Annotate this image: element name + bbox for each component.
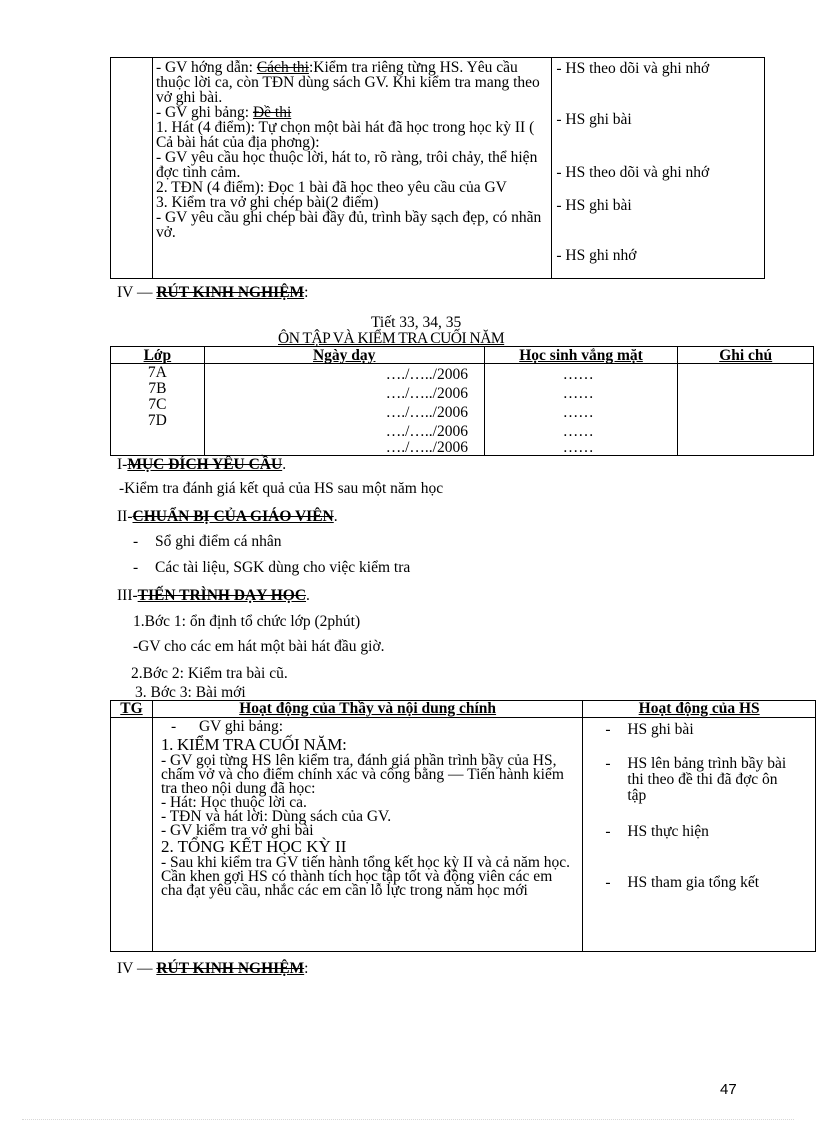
date-list: …./…../2006 …./…../2006 …./…../2006 …./…../2006 …./…../2006: [204, 364, 484, 456]
student-content: - HS ghi bài - HS lên bảng trình bầy bài thi theo đề thi đã đợc ôn tập - HS thực hiện - HS tham gia tổng kết: [583, 718, 816, 952]
header-note: Ghi chú: [678, 347, 814, 364]
header-tg: TG: [111, 701, 153, 718]
header-student: Hoạt động của HS: [583, 701, 816, 718]
teacher-activity-cell: - GV hớng dẫn: Cách thi:Kiểm tra riêng từng HS. Yêu cầu thuộc lời ca, còn TĐN dùng sách GV. Khi kiểm tra mang theo vở ghi bài. - GV ghi bảng: Đề thi 1. Hát (4 điểm): Tự chọn một bài hát đã học trong học kỳ II ( Cả bài hát của địa phơng): - GV yêu cầu học thuộc lời, hát to, rõ ràng, trôi chảy, thể hiện đợc tình cảm. 2. TĐN (4 điểm): Đọc 1 bài đã học theo yêu cầu của GV 3. Kiểm tra vở ghi chép bài(2 điểm) - GV yêu cầu ghi chép bài đầy đủ, trình bầy sạch đẹp, có nhãn vở.: [152, 58, 551, 279]
class-list: 7A 7B 7C 7D: [111, 364, 205, 456]
attendance-table: [110, 346, 814, 456]
section-1-heading: I-MỤC ĐÍCH YÊU CẦU.: [117, 456, 287, 473]
header-absent: Học sinh vắng mặt: [484, 347, 678, 364]
teacher-content: - GV ghi bảng: 1. KIỂM TRA CUỐI NĂM: - GV gọi từng HS lên kiểm tra, đánh giá phần trình bầy của HS, chấm vở và cho điểm chính xác và công bằng — Tiến hành kiểm tra theo nội dung đã học: - Hát: Học thuộc lời ca. - TĐN và hát lời: Dùng sách của GV. - GV kiểm tra vở ghi bài 2. TỔNG KẾT HỌC KỲ II - Sau khi kiểm tra GV tiến hành tổng kết học kỳ II và cả năm học. Cần khen gợi HS có thành tích học tập tốt và động viên các em cha đạt yêu cầu, nhắc các em cần lỗ lực trong năm học mới: [152, 718, 582, 952]
lesson-number: Tiết 33, 34, 35: [371, 314, 462, 331]
step-1: 1.Bớc 1: ổn định tổ chức lớp (2phút): [133, 613, 361, 630]
lesson-title: ÔN TẬP VÀ KIỂM TRA CUỐI NĂM: [278, 330, 505, 347]
step-2: 2.Bớc 2: Kiểm tra bài cũ.: [131, 665, 288, 682]
section-1-text: -Kiểm tra đánh giá kết quả của HS sau một năm học: [119, 480, 444, 497]
student-activity-cell: - HS theo dõi và ghi nhớ - HS ghi bài - HS theo dõi và ghi nhớ - HS ghi bài - HS ghi nhớ: [552, 58, 765, 279]
step-3: 3. Bớc 3: Bài mới: [135, 684, 246, 701]
absent-list: …… …… …… …… ……: [484, 364, 678, 456]
summary-heading: 2. TỔNG KẾT HỌC KỲ II: [160, 837, 347, 856]
page-footer-divider: [22, 1119, 794, 1120]
rut-kinh-nghiem-heading-2: IV — RÚT KINH NGHIỆM:: [117, 960, 309, 977]
tg-cell: [111, 58, 153, 279]
page-number: 47: [720, 1081, 737, 1098]
section-2-item: - Sổ ghi điểm cá nhân: [133, 533, 282, 550]
section-3-heading: III-TIẾN TRÌNH DẠY HỌC.: [117, 587, 310, 604]
tg-cell: [111, 718, 153, 952]
note-cell: [678, 364, 814, 456]
final-exam-table: [110, 700, 816, 952]
header-teacher: Hoạt động của Thầy và nội dung chính: [152, 701, 582, 718]
header-date: Ngày dạy: [204, 347, 484, 364]
lesson-activity-table: [110, 57, 765, 279]
rut-kinh-nghiem-heading: IV — RÚT KINH NGHIỆM:: [117, 284, 309, 301]
section-2-item: - Các tài liệu, SGK dùng cho việc kiểm tra: [133, 559, 411, 576]
section-2-heading: II-CHUẨN BỊ CỦA GIÁO VIÊN.: [117, 508, 338, 525]
step-1-note: -GV cho các em hát một bài hát đầu giờ.: [133, 638, 385, 655]
exam-heading: 1. KIỂM TRA CUỐI NĂM:: [160, 735, 347, 754]
header-class: Lớp: [111, 347, 205, 364]
